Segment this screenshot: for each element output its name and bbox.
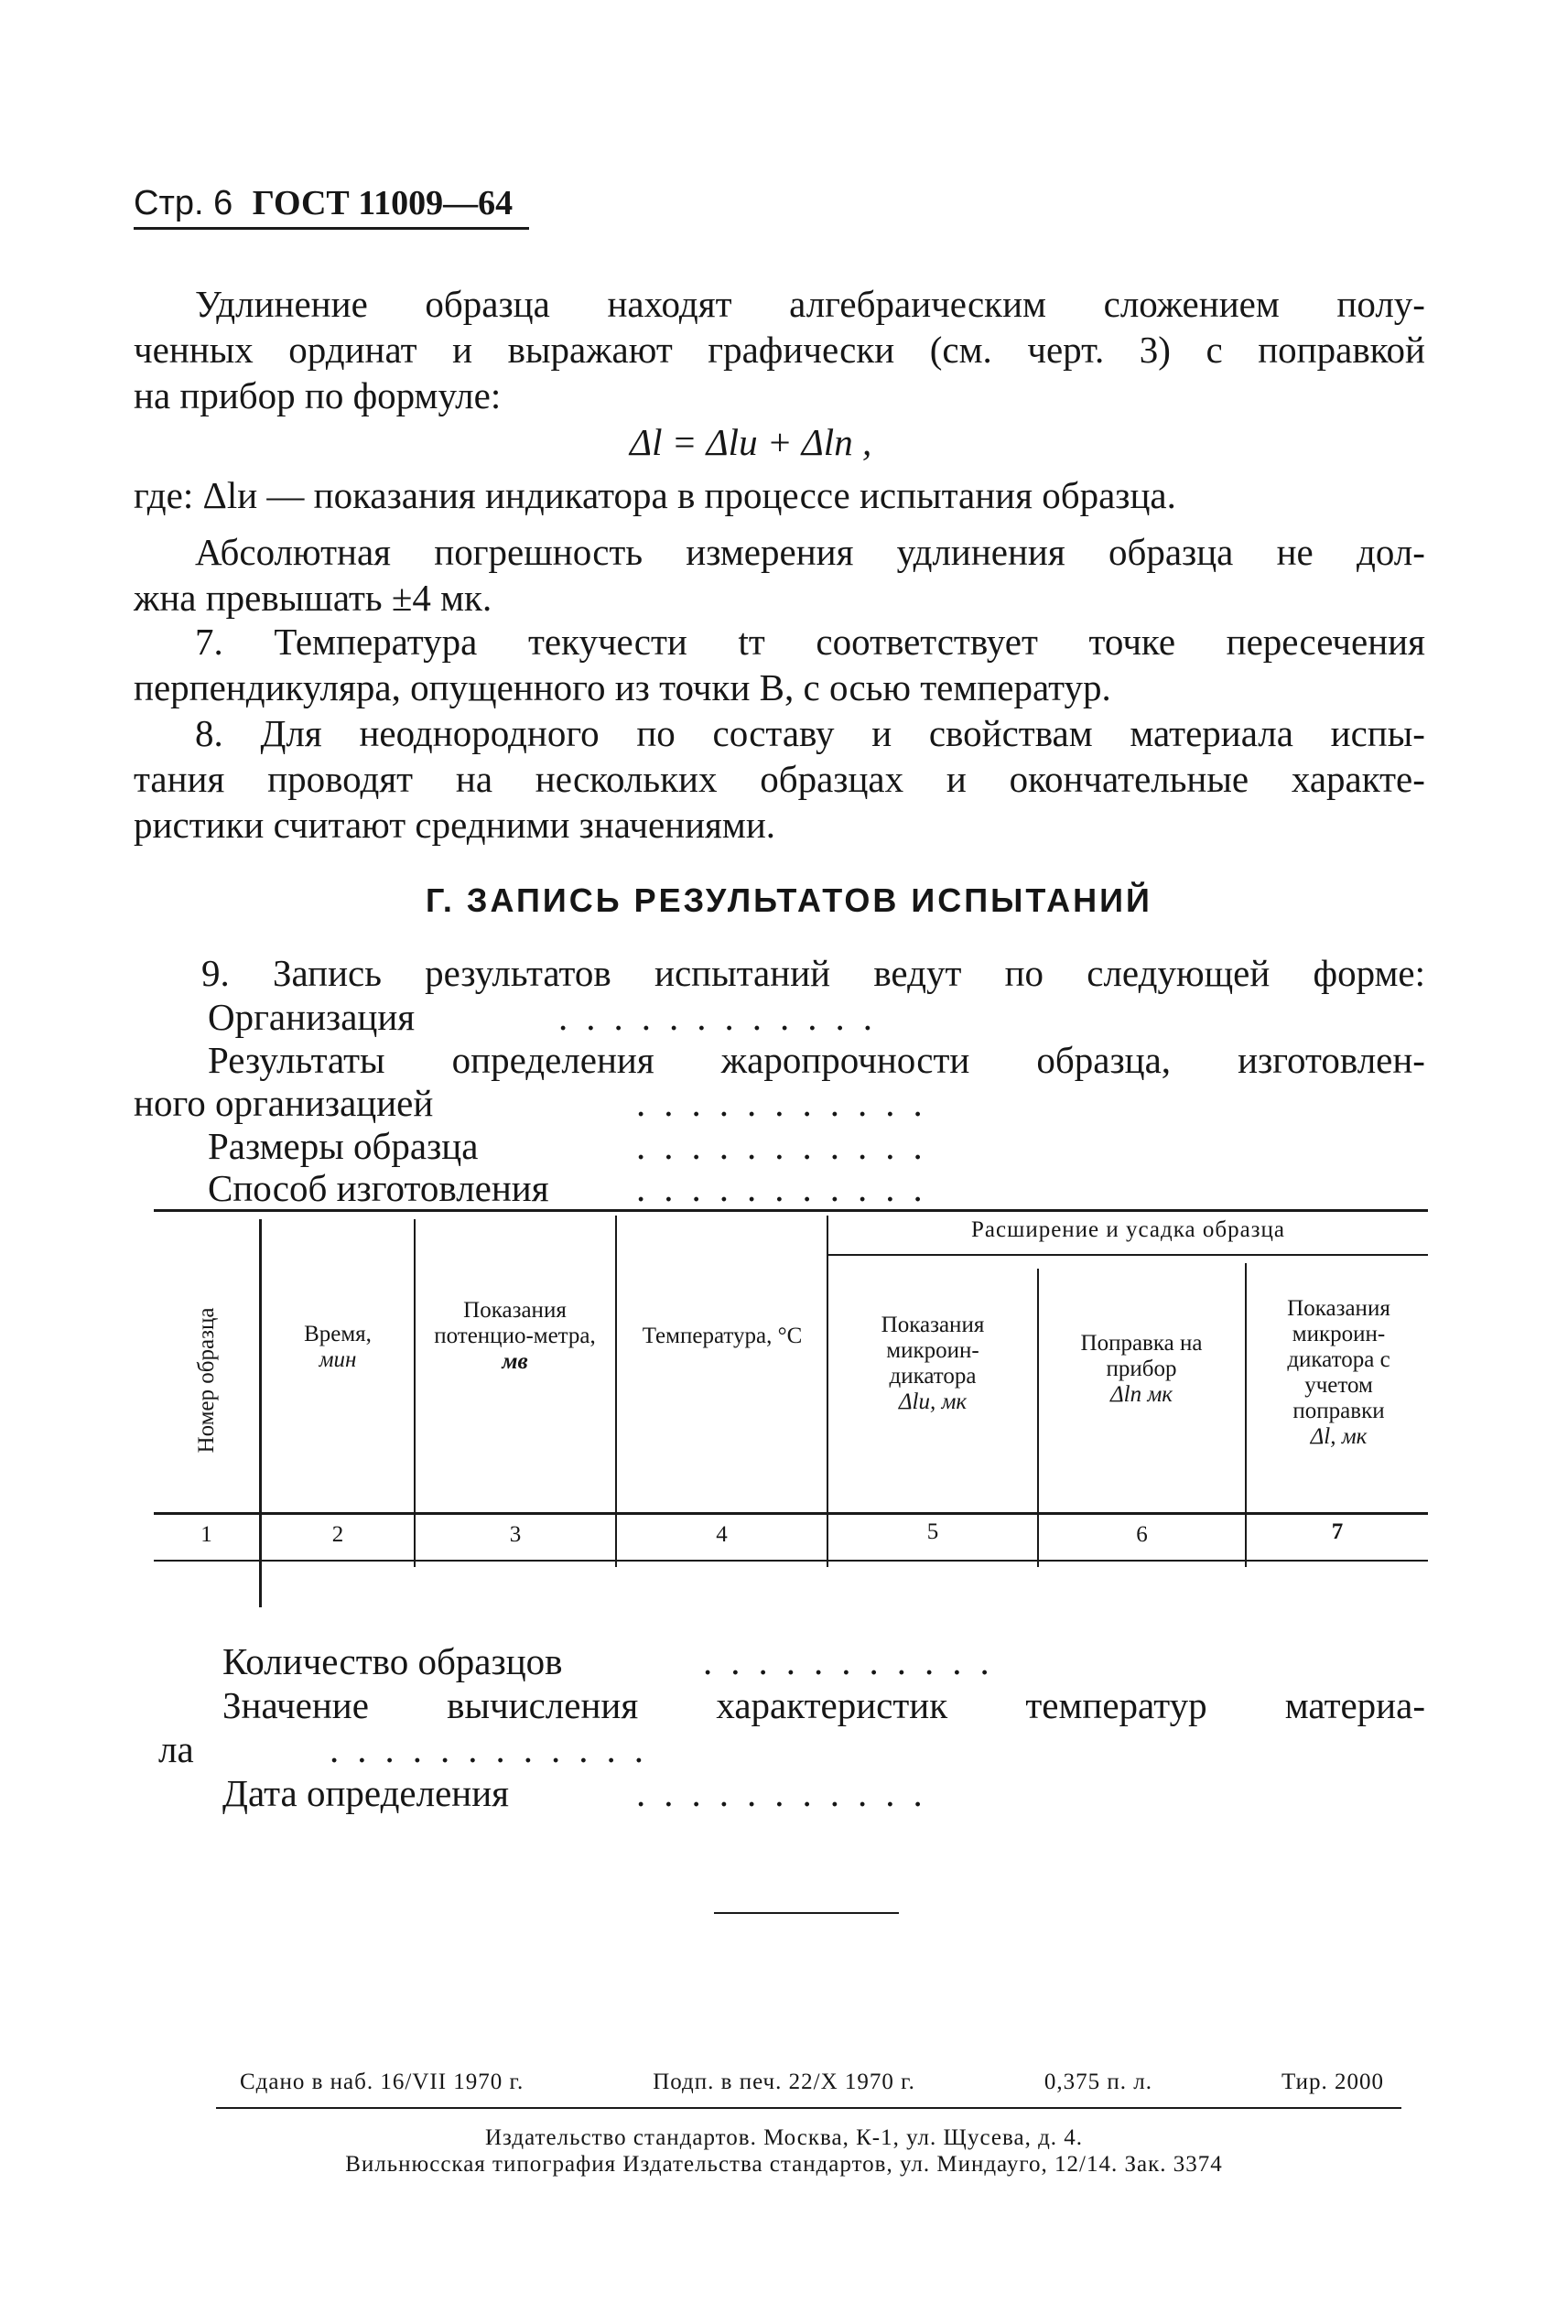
word: испытаний <box>654 952 831 994</box>
word: ченных <box>134 329 254 371</box>
word: свойствам <box>928 712 1093 754</box>
word: и <box>871 712 892 754</box>
form-organization-dots: ............ <box>558 996 891 1038</box>
paragraph-2-line-1 <box>195 529 1425 575</box>
word: 7. <box>195 621 223 663</box>
word: соответствует <box>816 621 1038 663</box>
word: Значение <box>222 1684 369 1726</box>
page-header <box>134 183 513 223</box>
word: графически <box>708 329 895 371</box>
end-separator <box>714 1912 899 1914</box>
value-line-1 <box>222 1682 1425 1728</box>
word: погрешность <box>434 531 643 573</box>
col-number-1: 1 <box>200 1522 212 1547</box>
word: составу <box>712 712 835 754</box>
word: Абсолютная <box>195 531 392 573</box>
formula-explanation: где: Δlи — показания индикатора в процессе испытания образца. <box>134 474 1176 516</box>
word: удлинения <box>896 531 1065 573</box>
document-code: ГОСТ 11009—64 <box>252 184 514 222</box>
imprint-volume: 0,375 п. л. <box>1044 2070 1152 2094</box>
word: поправкой <box>1258 329 1425 371</box>
determination-date-label: Дата определения <box>222 1772 510 1814</box>
form-item-9 <box>201 950 1425 996</box>
table-col-divider-1 <box>259 1219 262 1607</box>
imprint-signed: Подп. в печ. 22/X 1970 г. <box>653 2070 915 2094</box>
sample-count-label: Количество образцов <box>222 1640 563 1682</box>
word: текучести <box>527 621 687 663</box>
paragraph-8-line-3: ристики считают средними значениями. <box>134 804 776 846</box>
form-results-line-2: ного организацией <box>134 1082 434 1124</box>
word: материа- <box>1284 1684 1425 1726</box>
word: Результаты <box>208 1039 385 1081</box>
word: 3) <box>1139 329 1171 371</box>
col-corrected-reading-header: Показания микроин-дикатора с учетом поправки Δl, мк <box>1287 1296 1390 1449</box>
sample-count-dots: ........... <box>703 1640 1008 1682</box>
col-potentiometer-header: Показания потенцио-метра, мв <box>434 1298 596 1374</box>
section-title: Г. ЗАПИСЬ РЕЗУЛЬТАТОВ ИСПЫТАНИЙ <box>426 881 1152 919</box>
imprint-printer: Вильнюсская типография Издательства стандартов, ул. Миндауго, 12/14. Зак. 3374 <box>345 2152 1223 2177</box>
word: материала <box>1130 712 1293 754</box>
imprint-delivered: Сдано в наб. 16/VII 1970 г. <box>240 2070 524 2094</box>
imprint-publisher: Издательство стандартов. Москва, К-1, ул. Щусева, д. 4. <box>484 2125 1084 2150</box>
word: изготовлен- <box>1238 1039 1425 1081</box>
word: Для <box>260 712 322 754</box>
form-results-line-1 <box>208 1037 1425 1083</box>
col-correction-header: Поправка на прибор Δlп мк <box>1080 1331 1203 1407</box>
word: полу- <box>1336 283 1425 325</box>
imprint-rule <box>216 2107 1401 2109</box>
col-temperature-header: Температура, °С <box>642 1324 803 1348</box>
word: точке <box>1088 621 1176 663</box>
form-organization-label: Организация <box>208 996 416 1038</box>
col-number-3: 3 <box>509 1522 522 1547</box>
paragraph-7-line-1 <box>195 619 1425 665</box>
col-number-7: 7 <box>1331 1519 1344 1544</box>
word: 9. <box>201 952 230 994</box>
table-number-rule <box>154 1560 1428 1562</box>
col-number-6: 6 <box>1136 1522 1148 1547</box>
word: с <box>1206 329 1223 371</box>
word: следующей <box>1087 952 1271 994</box>
word: характеристик <box>716 1684 948 1726</box>
word: характе- <box>1291 758 1425 800</box>
word: 8. <box>195 712 223 754</box>
col-number-5: 5 <box>926 1519 939 1544</box>
col-number-2: 2 <box>331 1522 344 1547</box>
word: образца, <box>1036 1039 1172 1081</box>
word: проводят <box>267 758 414 800</box>
word: и <box>452 329 473 371</box>
word: по <box>1004 952 1044 994</box>
col-micro-indicator-header: Показания микроин-дикатора Δlи, мк <box>881 1313 985 1414</box>
form-sample-size-dots: ........... <box>636 1125 941 1167</box>
word: вычисления <box>447 1684 639 1726</box>
word: дол- <box>1356 531 1425 573</box>
word: не <box>1276 531 1314 573</box>
word: tт <box>738 621 765 663</box>
header-underline <box>134 227 529 230</box>
word: жаропрочности <box>720 1039 970 1081</box>
value-dots: ............ <box>330 1728 662 1770</box>
form-method-label: Способ изготовления <box>208 1167 549 1209</box>
word: образца <box>425 283 550 325</box>
form-results-dots: ........... <box>636 1082 941 1124</box>
table-col-divider-4 <box>827 1216 828 1567</box>
determination-date-dots: ........... <box>636 1772 941 1814</box>
table-top-rule <box>154 1209 1428 1212</box>
elongation-formula: Δl = Δlи + Δlп , <box>630 421 872 463</box>
word: ординат <box>288 329 417 371</box>
form-method-dots: ........... <box>636 1167 941 1209</box>
word: пересечения <box>1226 621 1425 663</box>
word: находят <box>607 283 732 325</box>
table-header-rule <box>154 1512 1428 1515</box>
form-sample-size-label: Размеры образца <box>208 1125 479 1167</box>
word: измерения <box>686 531 854 573</box>
word: образца <box>1108 531 1234 573</box>
word: (см. <box>929 329 992 371</box>
word: результатов <box>425 952 611 994</box>
word: окончательные <box>1009 758 1249 800</box>
paragraph-7-line-2: перпендикуляра, опущенного из точки B, с осью температур. <box>134 666 1111 708</box>
word: и <box>946 758 967 800</box>
paragraph-1-line-1 <box>195 281 1425 327</box>
col-number-4: 4 <box>716 1522 728 1547</box>
word: форме: <box>1313 952 1425 994</box>
word: тания <box>134 758 225 800</box>
word: испы- <box>1330 712 1425 754</box>
imprint-print-run: Тир. 2000 <box>1281 2070 1384 2094</box>
word: определения <box>451 1039 654 1081</box>
word: сложением <box>1103 283 1280 325</box>
page-number: Стр. 6 <box>134 184 233 222</box>
word: по <box>636 712 676 754</box>
imprint-line <box>240 2069 1384 2096</box>
word: на <box>455 758 493 800</box>
word: нескольких <box>535 758 718 800</box>
col-time-header: Время, мин <box>304 1322 372 1372</box>
word: Температура <box>274 621 478 663</box>
word: алгебраическим <box>789 283 1046 325</box>
paragraph-2-line-2: жна превышать ±4 мк. <box>134 577 492 619</box>
word: черт. <box>1027 329 1105 371</box>
table-col-divider-2 <box>414 1219 416 1567</box>
word: образцах <box>760 758 904 800</box>
value-line-2: ла <box>158 1728 194 1770</box>
word: температур <box>1025 1684 1207 1726</box>
paragraph-8-line-1 <box>195 710 1425 756</box>
paragraph-1-line-2 <box>134 327 1425 373</box>
paragraph-8-line-2 <box>134 756 1425 802</box>
word: выражают <box>507 329 673 371</box>
word: Удлинение <box>195 283 368 325</box>
word: ведут <box>873 952 962 994</box>
word: неоднородного <box>359 712 600 754</box>
paragraph-1-line-3: на прибор по формуле: <box>134 374 502 416</box>
table-group-header: Расширение и усадка образца <box>970 1217 1286 1242</box>
col-sample-number-header: Номер образца <box>194 1307 219 1454</box>
table-col-divider-3 <box>615 1216 617 1567</box>
word: Запись <box>272 952 382 994</box>
table-group-rule <box>828 1254 1428 1256</box>
